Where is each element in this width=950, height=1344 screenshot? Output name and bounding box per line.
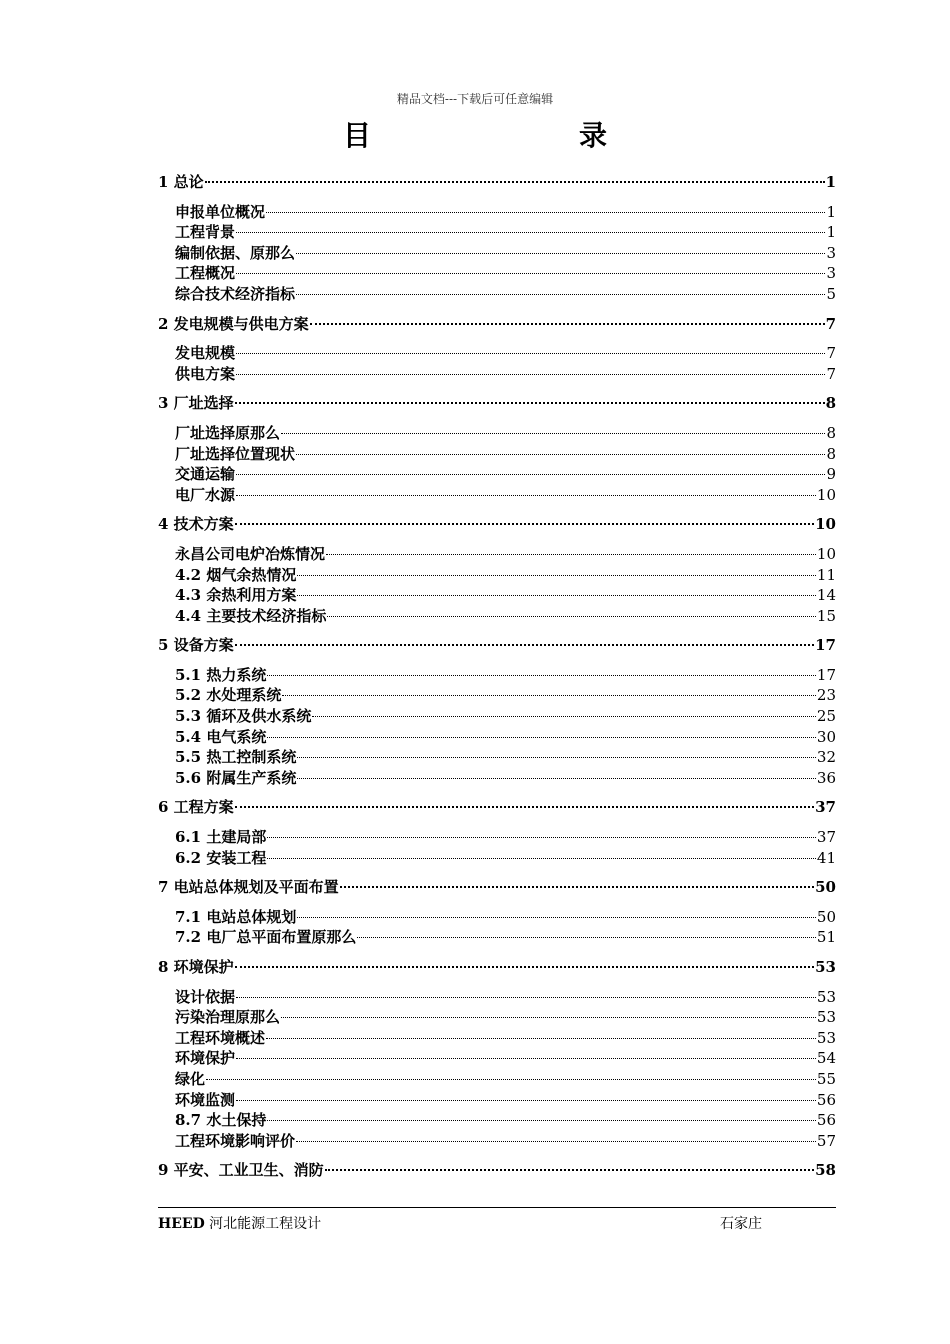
footer-org-name: 河北能源工程设计 xyxy=(204,1216,322,1232)
toc-dot-leader xyxy=(312,715,816,717)
toc-page-number: 9 xyxy=(826,465,836,484)
toc-page-number: 36 xyxy=(816,768,836,787)
toc-dot-leader xyxy=(235,522,814,525)
toc-dot-leader xyxy=(236,352,825,354)
toc-entry-label: 绿化 xyxy=(175,1069,206,1088)
toc-entry-label: 环境保护 xyxy=(175,1049,236,1068)
footer-organization xyxy=(158,1213,321,1233)
toc-section-entry[interactable] xyxy=(158,444,836,465)
toc-section-entry[interactable] xyxy=(158,685,836,706)
toc-section-entry[interactable] xyxy=(158,907,836,928)
toc-page-number: 54 xyxy=(816,1049,836,1068)
toc-entry-label: 2 发电规模与供电方案 xyxy=(158,314,309,333)
toc-page-number: 53 xyxy=(816,987,836,1006)
toc-entry-label: 8 环境保护 xyxy=(158,958,234,976)
toc-page-number: 37 xyxy=(816,828,836,847)
toc-section-entry[interactable] xyxy=(158,747,836,768)
toc-page-number: 53 xyxy=(816,1008,836,1027)
toc-page-number: 57 xyxy=(816,1131,836,1150)
toc-entry-label: 4.2 烟气余热情况 xyxy=(175,565,297,584)
toc-section-entry[interactable] xyxy=(158,263,836,284)
toc-page-number: 15 xyxy=(816,606,836,625)
toc-chapter-entry[interactable] xyxy=(158,314,836,335)
toc-section-entry[interactable] xyxy=(158,1069,836,1090)
toc-entry-label: 7.2 电厂总平面布置原那么 xyxy=(175,928,357,947)
toc-page-number: 37 xyxy=(815,798,836,817)
toc-page-number: 10 xyxy=(815,515,836,534)
toc-section-entry[interactable] xyxy=(158,544,836,565)
toc-section-entry[interactable] xyxy=(158,927,836,948)
toc-page-number: 56 xyxy=(816,1090,836,1109)
toc-section-entry[interactable] xyxy=(158,1090,836,1111)
toc-page-number: 5 xyxy=(826,284,836,303)
toc-dot-leader xyxy=(281,432,825,434)
toc-section-entry[interactable] xyxy=(158,485,836,506)
toc-dot-leader xyxy=(266,211,825,213)
toc-dot-leader xyxy=(236,473,825,475)
toc-section-entry[interactable] xyxy=(158,585,836,606)
toc-dot-leader xyxy=(282,694,816,696)
toc-dot-leader xyxy=(267,1119,816,1121)
toc-page-number: 53 xyxy=(815,958,836,976)
toc-chapter-entry[interactable] xyxy=(158,957,836,978)
toc-section-entry[interactable] xyxy=(158,243,836,264)
toc-page-number: 51 xyxy=(816,928,836,947)
toc-section-entry[interactable] xyxy=(158,768,836,789)
table-of-contents xyxy=(158,172,836,1190)
toc-dot-leader xyxy=(325,1168,814,1171)
toc-dot-leader xyxy=(267,736,816,738)
toc-chapter-entry[interactable] xyxy=(158,635,836,656)
toc-dot-leader xyxy=(236,1099,816,1101)
toc-section-entry[interactable] xyxy=(158,284,836,305)
toc-dot-leader xyxy=(296,1140,816,1142)
toc-section-entry[interactable] xyxy=(158,1007,836,1028)
toc-page-number: 30 xyxy=(816,727,836,746)
toc-dot-leader xyxy=(235,965,814,968)
toc-entry-label: 永昌公司电炉冶炼情况 xyxy=(175,544,326,563)
toc-entry-label: 5.5 热工控制系统 xyxy=(175,748,297,767)
toc-entry-label: 污染治理原那么 xyxy=(175,1008,281,1027)
toc-dot-leader xyxy=(266,1037,816,1039)
toc-dot-leader xyxy=(236,272,825,274)
toc-section-entry[interactable] xyxy=(158,1131,836,1152)
toc-page-number: 1 xyxy=(825,173,836,191)
toc-dot-leader xyxy=(235,643,814,646)
toc-page-number: 41 xyxy=(816,848,836,867)
toc-entry-label: 4.3 余热利用方案 xyxy=(175,586,297,605)
toc-page-number: 10 xyxy=(816,544,836,563)
toc-entry-label: 编制依据、原那么 xyxy=(175,243,296,262)
toc-page-number: 10 xyxy=(816,485,836,504)
toc-entry-label: 电厂水源 xyxy=(175,485,236,504)
toc-dot-leader xyxy=(281,1016,816,1018)
toc-entry-label: 4.4 主要技术经济指标 xyxy=(175,606,327,625)
toc-chapter-entry[interactable] xyxy=(158,797,836,818)
toc-dot-leader xyxy=(327,615,816,617)
toc-entry-label: 申报单位概况 xyxy=(175,202,266,221)
toc-entry-label: 设计依据 xyxy=(175,987,236,1006)
toc-chapter-entry[interactable] xyxy=(158,1160,836,1181)
toc-section-entry[interactable] xyxy=(158,827,836,848)
toc-page-number: 53 xyxy=(816,1028,836,1047)
toc-section-entry[interactable] xyxy=(158,1028,836,1049)
toc-section-entry[interactable] xyxy=(158,343,836,364)
toc-entry-label: 综合技术经济指标 xyxy=(175,284,296,303)
toc-dot-leader xyxy=(326,553,816,555)
toc-dot-leader xyxy=(267,674,816,676)
toc-section-entry[interactable] xyxy=(158,706,836,727)
toc-chapter-entry[interactable] xyxy=(158,172,836,193)
page-title: 目 录 xyxy=(342,119,697,152)
toc-section-entry[interactable] xyxy=(158,987,836,1008)
toc-entry-label: 9 平安、工业卫生、消防 xyxy=(158,1161,324,1180)
toc-page-number: 32 xyxy=(816,748,836,767)
toc-entry-label: 工程背景 xyxy=(175,223,236,242)
footer-brand: HEED xyxy=(158,1216,205,1232)
toc-entry-label: 厂址选择原那么 xyxy=(175,423,281,442)
toc-entry-label: 5.6 附属生产系统 xyxy=(175,768,297,787)
toc-chapter-entry[interactable] xyxy=(158,877,836,898)
toc-entry-label: 6.1 土建局部 xyxy=(175,828,267,847)
toc-page-number: 8 xyxy=(826,423,836,442)
toc-dot-leader xyxy=(206,1078,816,1080)
toc-entry-label: 5.1 热力系统 xyxy=(175,665,267,684)
header-note: 精品文档---下载后可任意编辑 xyxy=(396,92,554,106)
toc-page-number: 58 xyxy=(815,1161,836,1180)
toc-page-number: 8 xyxy=(826,444,836,463)
toc-page-number: 7 xyxy=(825,314,836,333)
toc-dot-leader xyxy=(236,1057,816,1059)
toc-page-number: 50 xyxy=(815,878,836,897)
toc-entry-label: 6 工程方案 xyxy=(158,798,234,817)
toc-dot-leader xyxy=(235,401,825,404)
toc-chapter-entry[interactable] xyxy=(158,393,836,414)
toc-dot-leader xyxy=(297,777,816,779)
toc-entry-label: 发电规模 xyxy=(175,344,236,363)
toc-page-number: 3 xyxy=(826,243,836,262)
toc-page-number: 56 xyxy=(816,1111,836,1130)
toc-dot-leader xyxy=(297,756,816,758)
toc-dot-leader xyxy=(236,231,825,233)
toc-section-entry[interactable] xyxy=(158,665,836,686)
toc-dot-leader xyxy=(296,453,825,455)
toc-dot-leader xyxy=(236,494,816,496)
toc-entry-label: 环境监测 xyxy=(175,1090,236,1109)
toc-entry-label: 5.3 循环及供水系统 xyxy=(175,707,312,726)
toc-page-number: 50 xyxy=(816,907,836,926)
toc-page-number: 11 xyxy=(816,565,836,584)
toc-entry-label: 5 设备方案 xyxy=(158,636,234,655)
toc-section-entry[interactable] xyxy=(158,565,836,586)
toc-dot-leader xyxy=(296,293,825,295)
toc-chapter-entry[interactable] xyxy=(158,514,836,535)
toc-page-number: 25 xyxy=(816,707,836,726)
toc-page-number: 17 xyxy=(816,665,836,684)
toc-entry-label: 厂址选择位置现状 xyxy=(175,444,296,463)
toc-page-number: 14 xyxy=(816,586,836,605)
toc-dot-leader xyxy=(310,322,825,325)
toc-dot-leader xyxy=(267,836,816,838)
toc-dot-leader xyxy=(357,936,816,938)
toc-dot-leader xyxy=(205,180,825,183)
toc-section-entry[interactable] xyxy=(158,423,836,444)
toc-page-number: 1 xyxy=(826,223,836,242)
toc-dot-leader xyxy=(296,252,825,254)
toc-page-number: 8 xyxy=(825,394,836,413)
toc-section-entry[interactable] xyxy=(158,222,836,243)
toc-page-number: 7 xyxy=(826,344,836,363)
toc-entry-label: 3 厂址选择 xyxy=(158,394,234,413)
toc-page-number: 17 xyxy=(815,636,836,655)
toc-entry-label: 工程环境概述 xyxy=(175,1028,266,1047)
toc-entry-label: 4 技术方案 xyxy=(158,515,234,534)
toc-entry-label: 1 总论 xyxy=(158,173,204,191)
toc-entry-label: 5.4 电气系统 xyxy=(175,727,267,746)
toc-entry-label: 6.2 安装工程 xyxy=(175,848,267,867)
toc-dot-leader xyxy=(235,805,814,808)
toc-entry-label: 交通运输 xyxy=(175,465,236,484)
toc-entry-label: 工程环境影响评价 xyxy=(175,1131,296,1150)
toc-entry-label: 供电方案 xyxy=(175,364,236,383)
toc-page-number: 1 xyxy=(826,202,836,221)
toc-page-number: 7 xyxy=(826,364,836,383)
toc-dot-leader xyxy=(340,885,814,888)
toc-entry-label: 7 电站总体规划及平面布置 xyxy=(158,878,339,897)
toc-entry-label: 7.1 电站总体规划 xyxy=(175,907,297,926)
footer-city: 石家庄 xyxy=(720,1216,762,1232)
toc-page-number: 3 xyxy=(826,264,836,283)
toc-entry-label: 工程概况 xyxy=(175,264,236,283)
toc-section-entry[interactable] xyxy=(158,848,836,869)
toc-section-entry[interactable] xyxy=(158,606,836,627)
toc-dot-leader xyxy=(297,574,816,576)
footer-divider xyxy=(158,1207,836,1208)
toc-section-entry[interactable] xyxy=(158,464,836,485)
toc-section-entry[interactable] xyxy=(158,1048,836,1069)
toc-section-entry[interactable] xyxy=(158,364,836,385)
toc-dot-leader xyxy=(267,857,816,859)
toc-entry-label: 8.7 水土保持 xyxy=(175,1111,267,1130)
toc-dot-leader xyxy=(297,916,816,918)
toc-page-number: 55 xyxy=(816,1069,836,1088)
toc-entry-label: 5.2 水处理系统 xyxy=(175,686,282,705)
toc-dot-leader xyxy=(236,373,825,375)
toc-section-entry[interactable] xyxy=(158,1110,836,1131)
toc-section-entry[interactable] xyxy=(158,727,836,748)
toc-section-entry[interactable] xyxy=(158,202,836,223)
toc-dot-leader xyxy=(297,594,816,596)
toc-dot-leader xyxy=(236,996,816,998)
toc-page-number: 23 xyxy=(816,686,836,705)
